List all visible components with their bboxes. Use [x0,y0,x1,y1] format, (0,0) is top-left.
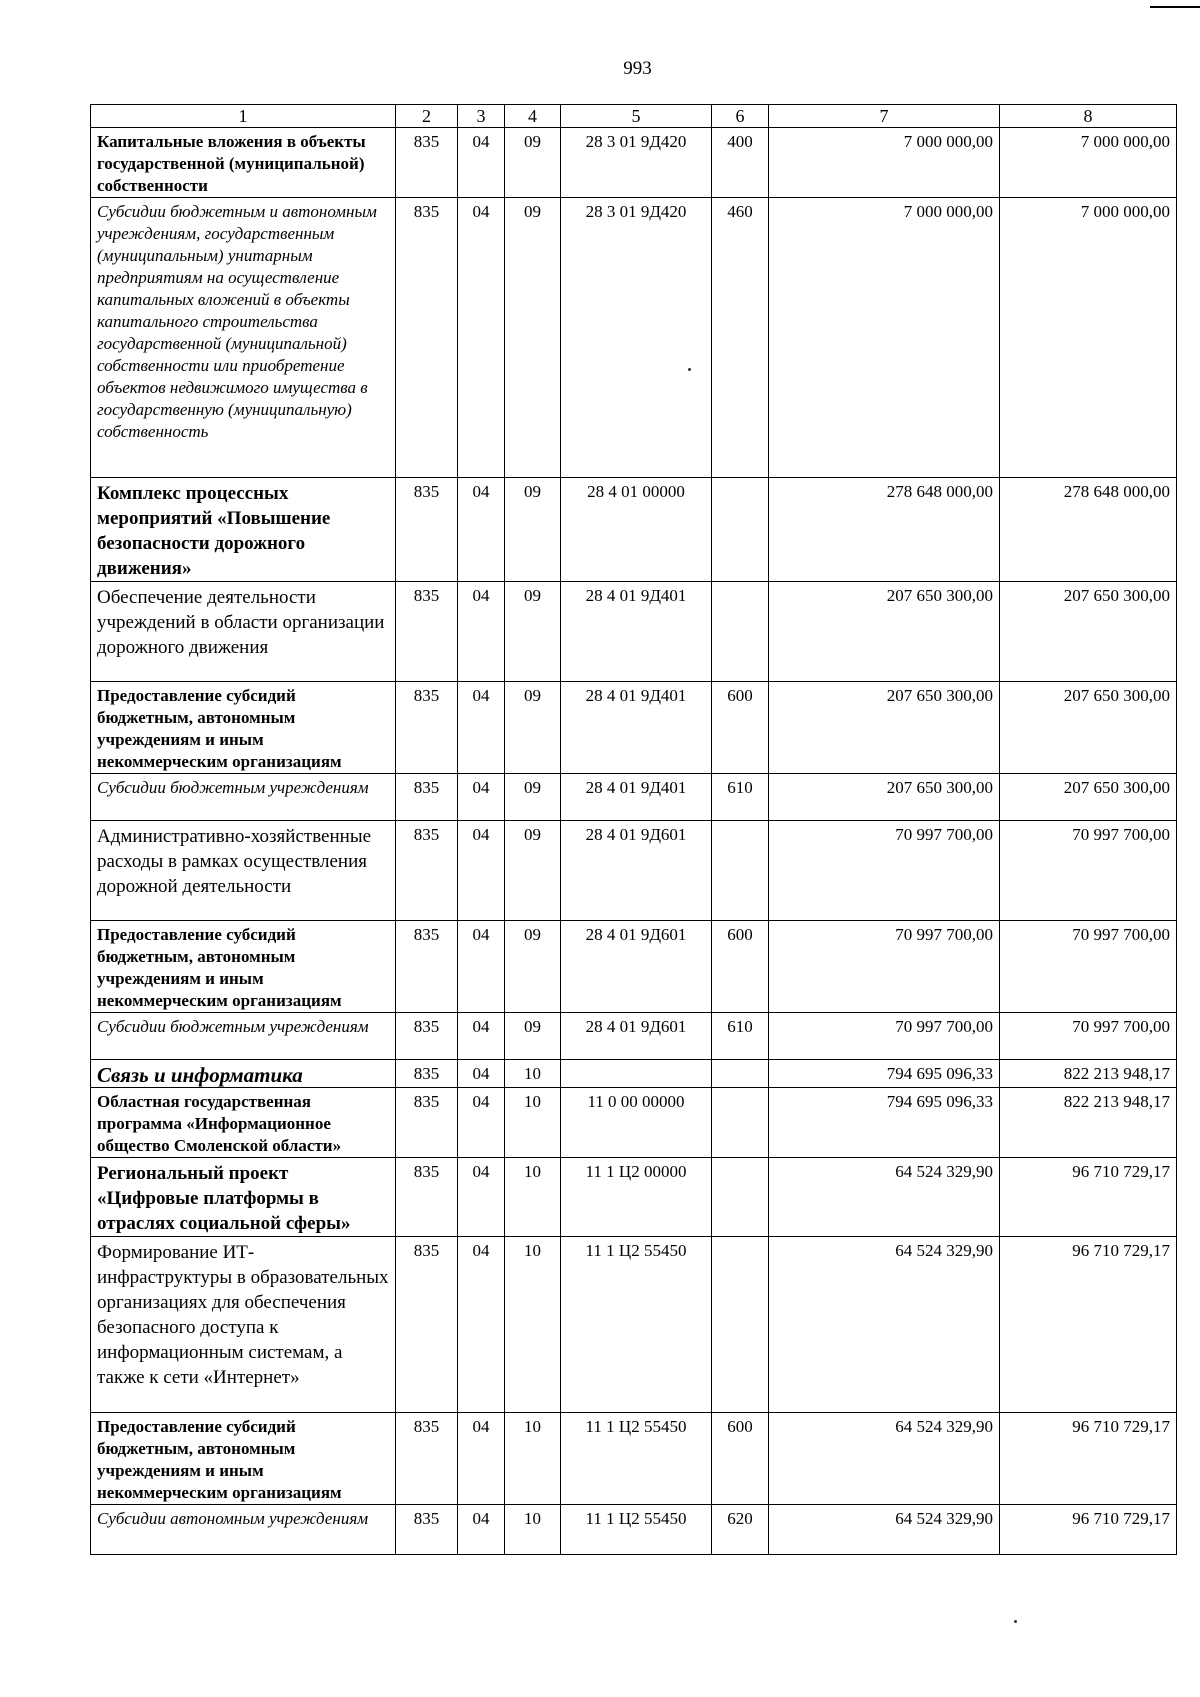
amount-year-1: 70 997 700,00 [769,821,1000,921]
grbs-code: 835 [396,1237,458,1413]
target-article-code: 11 1 Ц2 55450 [561,1413,712,1505]
row-name: Региональный проект «Цифровые платформы в отраслях социальной сферы» [91,1158,396,1237]
scan-speck [688,368,691,371]
grbs-code: 835 [396,821,458,921]
subsection-code: 09 [505,582,561,682]
table-header-row [91,105,1177,128]
column-header: 5 [561,105,712,128]
target-article-code: 11 0 00 00000 [561,1088,712,1158]
section-code: 04 [458,1158,505,1237]
target-article-code: 28 4 01 9Д401 [561,682,712,774]
amount-year-1: 64 524 329,90 [769,1237,1000,1413]
column-header: 8 [1000,105,1177,128]
amount-year-1: 207 650 300,00 [769,774,1000,821]
grbs-code: 835 [396,774,458,821]
subsection-code: 10 [505,1237,561,1413]
subsection-code: 09 [505,128,561,198]
expense-type-code: 600 [712,1413,769,1505]
table-row [91,582,1177,682]
amount-year-1: 7 000 000,00 [769,198,1000,478]
amount-year-2: 96 710 729,17 [1000,1158,1177,1237]
section-code: 04 [458,1413,505,1505]
target-article-code: 28 4 01 9Д601 [561,921,712,1013]
column-header: 3 [458,105,505,128]
row-name: Предоставление субсидий бюджетным, автономным учреждениям и иным некоммерческим организациям [91,1413,396,1505]
amount-year-2: 96 710 729,17 [1000,1505,1177,1555]
column-header: 1 [91,105,396,128]
row-name: Предоставление субсидий бюджетным, автономным учреждениям и иным некоммерческим организациям [91,921,396,1013]
expense-type-code [712,1237,769,1413]
row-name: Формирование ИТ-инфраструктуры в образовательных организациях для обеспечения безопасного доступа к информационным системам, а также к сети «Интернет» [91,1237,396,1413]
amount-year-2: 207 650 300,00 [1000,582,1177,682]
table-row [91,1088,1177,1158]
table-row [91,821,1177,921]
target-article-code: 28 4 01 00000 [561,478,712,582]
grbs-code: 835 [396,921,458,1013]
row-name: Административно-хозяйственные расходы в рамках осуществления дорожной деятельности [91,821,396,921]
page-number: 993 [623,58,652,79]
amount-year-2: 70 997 700,00 [1000,1013,1177,1060]
grbs-code: 835 [396,198,458,478]
column-header: 7 [769,105,1000,128]
grbs-code: 835 [396,1088,458,1158]
amount-year-2: 70 997 700,00 [1000,921,1177,1013]
section-code: 04 [458,128,505,198]
subsection-code: 10 [505,1505,561,1555]
row-name: Субсидии автономным учреждениям [91,1505,396,1555]
column-header: 4 [505,105,561,128]
section-code: 04 [458,682,505,774]
table-row [91,1060,1177,1088]
column-header: 2 [396,105,458,128]
expense-type-code: 600 [712,682,769,774]
expense-type-code [712,1060,769,1088]
grbs-code: 835 [396,478,458,582]
section-code: 04 [458,1060,505,1088]
amount-year-1: 64 524 329,90 [769,1413,1000,1505]
amount-year-1: 794 695 096,33 [769,1088,1000,1158]
target-article-code: 28 4 01 9Д401 [561,582,712,682]
row-name: Обеспечение деятельности учреждений в области организации дорожного движения [91,582,396,682]
row-name: Капитальные вложения в объекты государственной (муниципальной) собственности [91,128,396,198]
section-code: 04 [458,1505,505,1555]
target-article-code: 11 1 Ц2 00000 [561,1158,712,1237]
section-code: 04 [458,821,505,921]
table-row [91,1013,1177,1060]
subsection-code: 09 [505,921,561,1013]
amount-year-1: 794 695 096,33 [769,1060,1000,1088]
grbs-code: 835 [396,1060,458,1088]
table-row [91,682,1177,774]
scan-edge-line [1150,6,1200,8]
subsection-code: 09 [505,478,561,582]
section-code: 04 [458,1237,505,1413]
row-name: Связь и информатика [91,1060,396,1088]
subsection-code: 10 [505,1158,561,1237]
target-article-code [561,1060,712,1088]
amount-year-2: 207 650 300,00 [1000,774,1177,821]
target-article-code: 28 3 01 9Д420 [561,198,712,478]
table-row [91,1158,1177,1237]
amount-year-2: 7 000 000,00 [1000,198,1177,478]
subsection-code: 09 [505,198,561,478]
amount-year-2: 822 213 948,17 [1000,1088,1177,1158]
table-row [91,1413,1177,1505]
table-row [91,478,1177,582]
amount-year-1: 70 997 700,00 [769,1013,1000,1060]
expense-type-code: 610 [712,774,769,821]
row-name: Областная государственная программа «Информационное общество Смоленской области» [91,1088,396,1158]
amount-year-2: 7 000 000,00 [1000,128,1177,198]
grbs-code: 835 [396,1158,458,1237]
target-article-code: 28 4 01 9Д401 [561,774,712,821]
section-code: 04 [458,198,505,478]
target-article-code: 28 4 01 9Д601 [561,821,712,921]
subsection-code: 09 [505,774,561,821]
table-row [91,1505,1177,1555]
section-code: 04 [458,1088,505,1158]
grbs-code: 835 [396,1413,458,1505]
grbs-code: 835 [396,582,458,682]
row-name: Субсидии бюджетным учреждениям [91,774,396,821]
row-name: Предоставление субсидий бюджетным, автономным учреждениям и иным некоммерческим организациям [91,682,396,774]
amount-year-1: 64 524 329,90 [769,1505,1000,1555]
amount-year-1: 64 524 329,90 [769,1158,1000,1237]
target-article-code: 11 1 Ц2 55450 [561,1237,712,1413]
section-code: 04 [458,774,505,821]
amount-year-1: 207 650 300,00 [769,682,1000,774]
table-row [91,198,1177,478]
column-header: 6 [712,105,769,128]
amount-year-1: 207 650 300,00 [769,582,1000,682]
row-name: Субсидии бюджетным учреждениям [91,1013,396,1060]
grbs-code: 835 [396,1505,458,1555]
expense-type-code: 400 [712,128,769,198]
table-row [91,921,1177,1013]
expense-type-code [712,478,769,582]
amount-year-1: 70 997 700,00 [769,921,1000,1013]
row-name: Комплекс процессных мероприятий «Повышение безопасности дорожного движения» [91,478,396,582]
expense-type-code [712,821,769,921]
row-name: Субсидии бюджетным и автономным учреждениям, государственным (муниципальным) унитарным предприятиям на осуществление капитальных вложений в объекты капитального строительства государственной (муниципальной) собственности или приобретение объектов недвижимого имущества в государственную (муниципальную) собственность [91,198,396,478]
table-row [91,1237,1177,1413]
scan-speck [1014,1620,1017,1623]
expense-type-code: 460 [712,198,769,478]
amount-year-1: 7 000 000,00 [769,128,1000,198]
target-article-code: 28 4 01 9Д601 [561,1013,712,1060]
amount-year-2: 278 648 000,00 [1000,478,1177,582]
subsection-code: 09 [505,682,561,774]
budget-table [90,104,1177,1555]
grbs-code: 835 [396,128,458,198]
expense-type-code [712,582,769,682]
subsection-code: 10 [505,1413,561,1505]
section-code: 04 [458,1013,505,1060]
amount-year-2: 96 710 729,17 [1000,1413,1177,1505]
amount-year-2: 70 997 700,00 [1000,821,1177,921]
grbs-code: 835 [396,682,458,774]
table-row [91,774,1177,821]
amount-year-1: 278 648 000,00 [769,478,1000,582]
subsection-code: 09 [505,1013,561,1060]
table-row [91,128,1177,198]
amount-year-2: 207 650 300,00 [1000,682,1177,774]
subsection-code: 09 [505,821,561,921]
subsection-code: 10 [505,1088,561,1158]
section-code: 04 [458,478,505,582]
expense-type-code [712,1088,769,1158]
expense-type-code: 600 [712,921,769,1013]
amount-year-2: 822 213 948,17 [1000,1060,1177,1088]
target-article-code: 11 1 Ц2 55450 [561,1505,712,1555]
amount-year-2: 96 710 729,17 [1000,1237,1177,1413]
grbs-code: 835 [396,1013,458,1060]
target-article-code: 28 3 01 9Д420 [561,128,712,198]
expense-type-code: 620 [712,1505,769,1555]
expense-type-code: 610 [712,1013,769,1060]
section-code: 04 [458,582,505,682]
subsection-code: 10 [505,1060,561,1088]
section-code: 04 [458,921,505,1013]
expense-type-code [712,1158,769,1237]
